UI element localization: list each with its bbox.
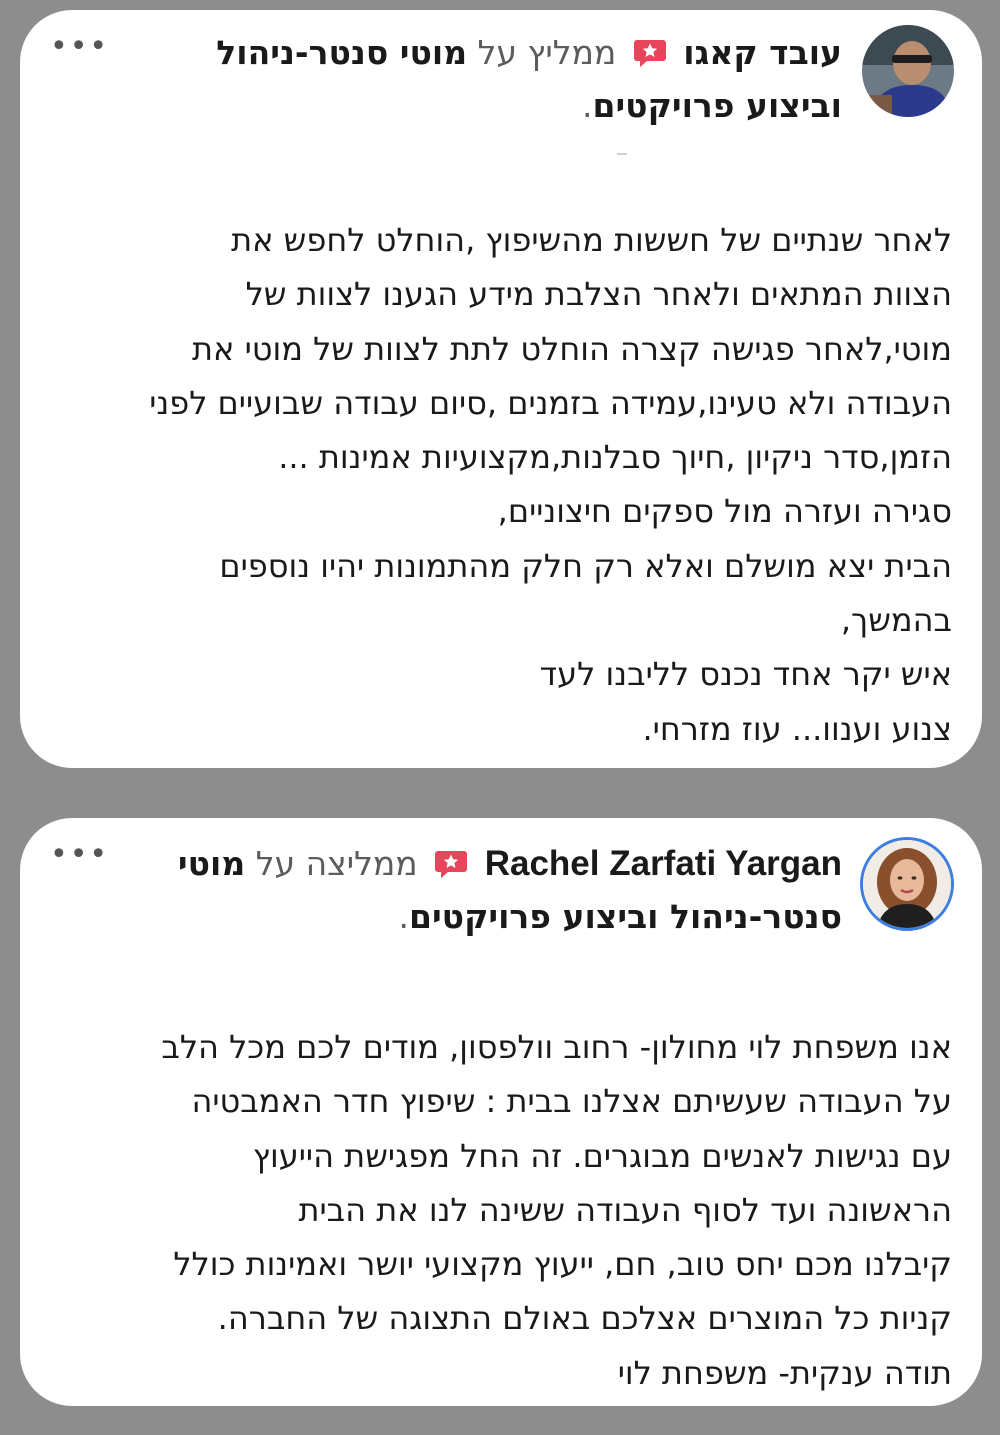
recommend-badge-icon xyxy=(633,30,667,60)
more-options-button[interactable]: ••• xyxy=(50,29,110,64)
review-line: על העבודה שעשיתם אצלנו בבית : שיפוץ חדר האמבטיה xyxy=(191,1082,952,1121)
avatar-photo-icon xyxy=(863,840,951,928)
review-line: הזמן,סדר ניקיון ,חיוך סבלנות,מקצועיות אמינות ... xyxy=(278,438,952,477)
review-body xyxy=(161,1020,952,1400)
review-line: צנוע וענוו... עוז מזרחי. xyxy=(642,709,952,748)
avatar[interactable] xyxy=(860,837,954,931)
review-line: מוטי,לאחר פגישה קצרה הוחלט לתת לצוות של מוטי את xyxy=(191,329,952,368)
review-line: הבית יצא מושלם ואלא רק חלק מהתמונות יהיו נוספים xyxy=(219,546,952,585)
author-name[interactable]: Rachel Zarfati Yargan xyxy=(484,844,842,883)
review-line: לאחר שנתיים של חששות מהשיפוץ ,הוחלט לחפש את xyxy=(231,221,952,259)
review-line: הצוות המתאים ולאחר הצלבת מידע הגענו לצוות של xyxy=(245,275,952,314)
divider xyxy=(617,153,627,155)
review-line: סגירה ועזרה מול ספקים חיצוניים, xyxy=(497,492,952,531)
end-mark: . xyxy=(398,897,409,936)
review-line: הראשונה ועד לסוף העבודה ששינה לנו את הבית xyxy=(298,1190,952,1229)
review-line: איש יקר אחד נכנס לליבנו לעד xyxy=(539,655,952,694)
review-line: תודה ענקית- משפחת לוי xyxy=(617,1353,952,1392)
review-line: קיבלנו מכם יחס טוב, חם, ייעוץ מקצועי יושר ואמינות כולל xyxy=(173,1245,952,1284)
review-header xyxy=(142,837,842,943)
review-line: אנו משפחת לוי מחולון- רחוב וולפסון, מודים לכם מכל הלב xyxy=(161,1028,952,1066)
review-line: קניות כל המוצרים אצלכם באולם התצוגה של החברה. xyxy=(217,1299,952,1338)
review-line: העבודה ולא טעינו,עמידה בזמנים ,סיום עבודה שבועיים לפני xyxy=(149,383,952,422)
avatar-photo-icon xyxy=(862,25,954,117)
review-body xyxy=(149,213,952,756)
page-name-link[interactable]: מוטי סנטר-ניהול וביצוע פרויקטים xyxy=(177,844,842,936)
author-name[interactable]: עובד קאגו xyxy=(683,33,842,72)
review-line: בהמשך, xyxy=(840,601,952,640)
recommend-verb: ממליצה על xyxy=(255,844,418,883)
more-options-button[interactable]: ••• xyxy=(50,837,110,872)
recommend-verb: ממליץ על xyxy=(477,33,617,72)
review-line: עם נגישות לאנשים מבוגרים. זה החל מפגישת הייעוץ xyxy=(252,1136,952,1175)
avatar[interactable] xyxy=(862,25,954,117)
recommend-badge-icon xyxy=(434,841,468,871)
end-mark: . xyxy=(581,86,593,125)
review-header xyxy=(142,26,842,132)
page-name-link[interactable]: מוטי סנטר-ניהול וביצוע פרויקטים xyxy=(216,33,842,125)
